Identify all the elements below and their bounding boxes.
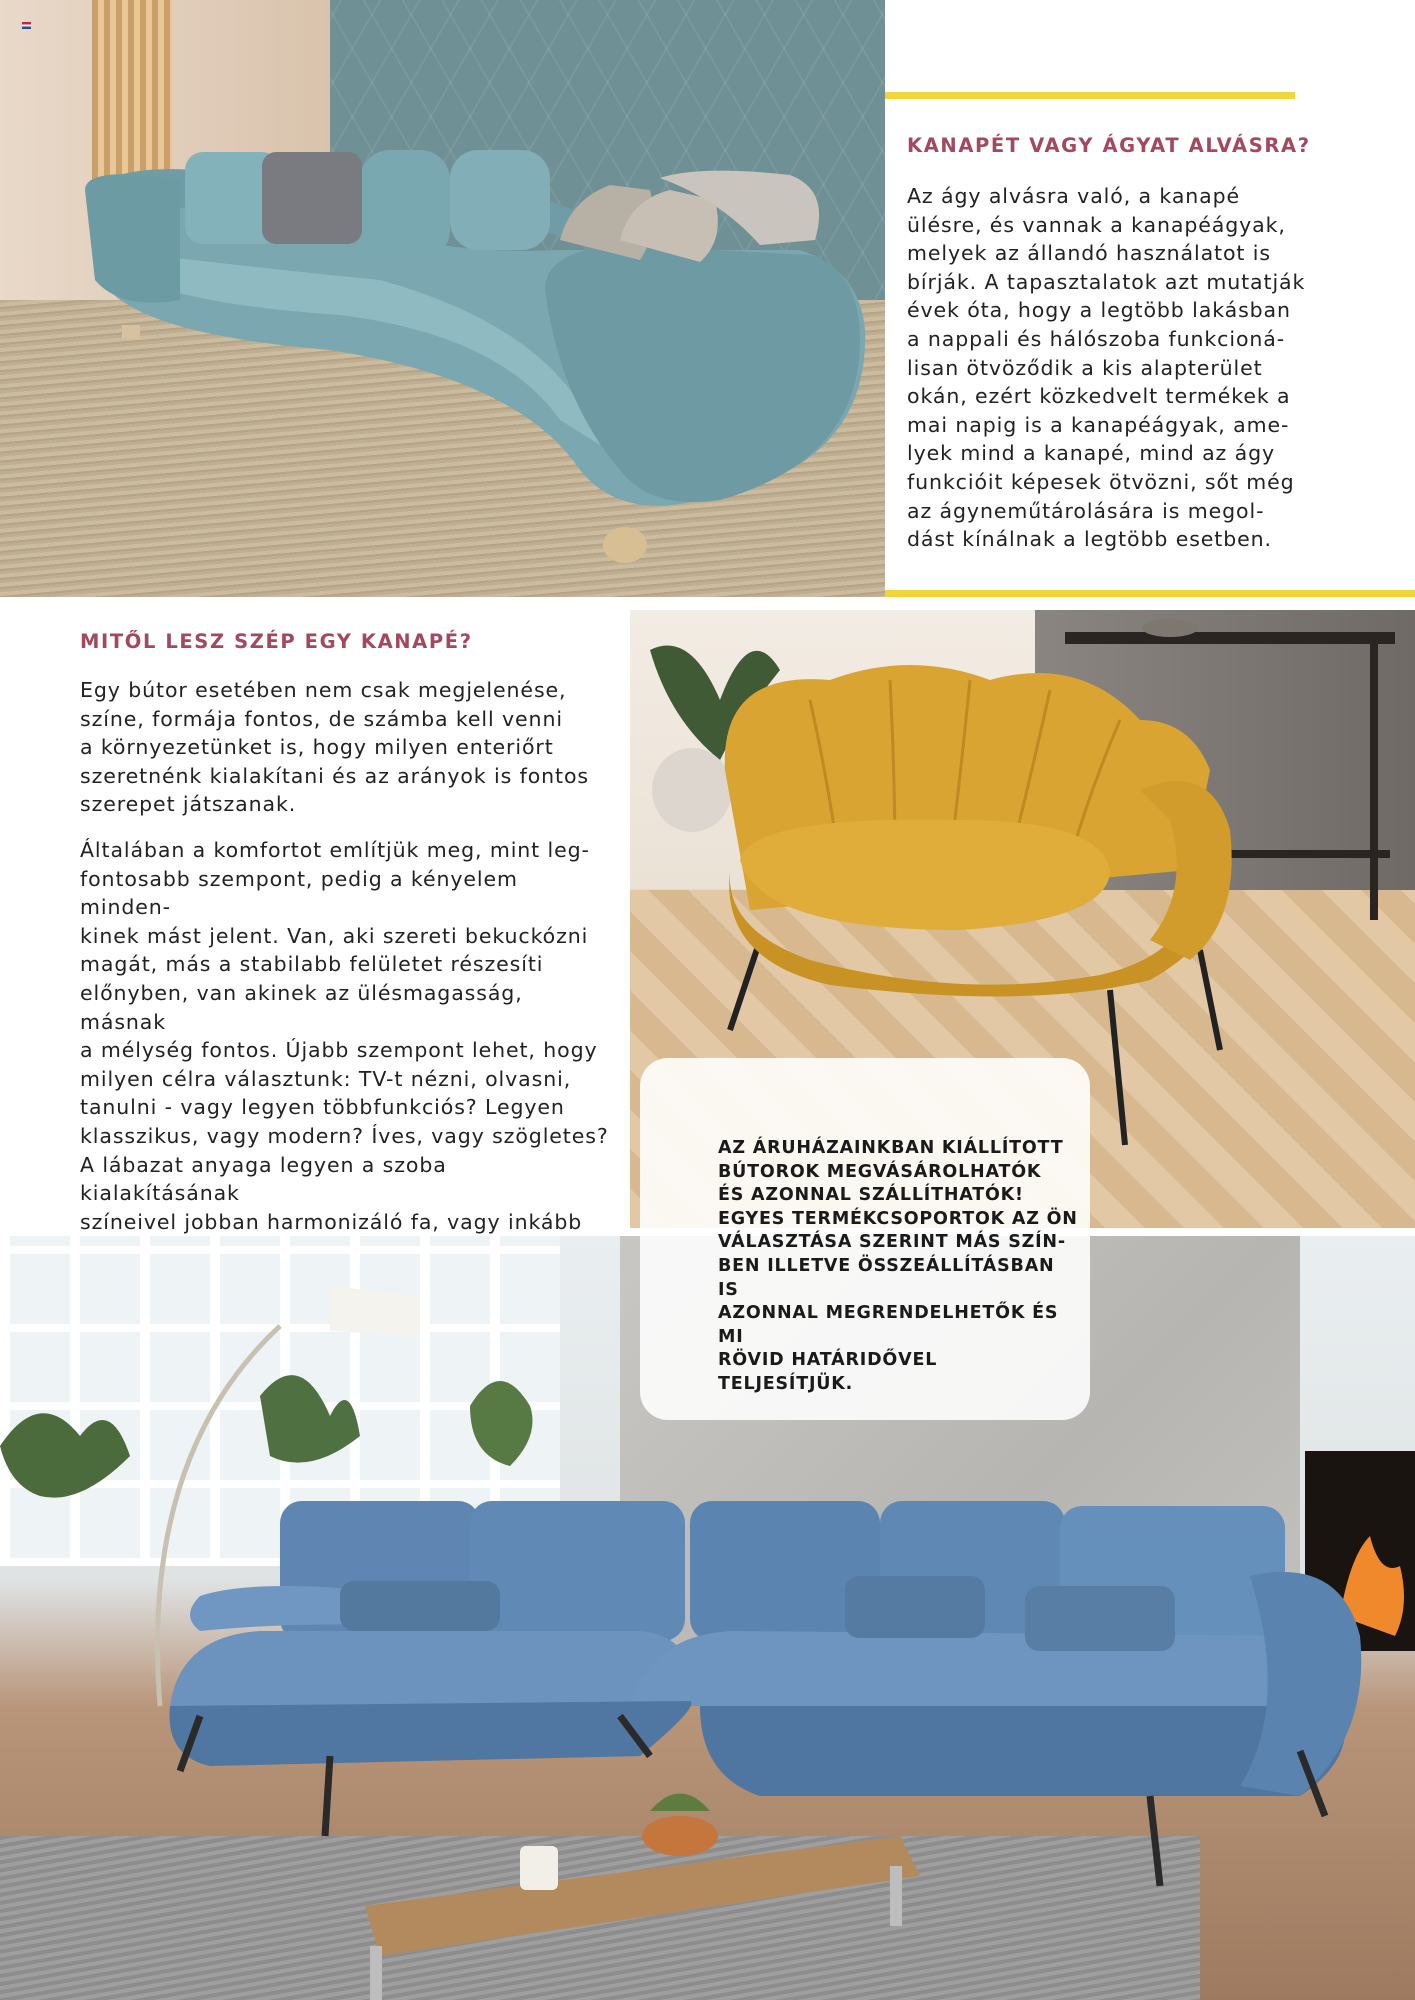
text-line: dást kínálnak a legtöbb esetben. <box>907 527 1272 552</box>
callout-line: VÁLASZTÁSA SZERINT MÁS SZÍN- <box>718 1232 1066 1253</box>
callout-line: BÚTOROK MEGVÁSÁROLHATÓK <box>718 1161 1042 1182</box>
text-line: ülésre, és vannak a kanapéágyak, <box>907 212 1286 237</box>
text-line: szeretnénk kialakítani és az arányok is fontos <box>80 763 589 788</box>
text-line: a nappali és hálószoba funkcioná- <box>907 326 1286 351</box>
text-line: a mélység fontos. Újabb szempont lehet, hogy <box>80 1038 598 1063</box>
text-line: Egy bútor esetében nem csak megjelenése, <box>80 678 567 702</box>
text-line: magát, más a stabilabb felületet részesíti <box>80 952 544 977</box>
article-paragraph-1 <box>80 676 610 819</box>
text-line: klasszikus, vagy modern? Íves, vagy szögletes? <box>80 1123 609 1148</box>
text-line: kinek mást jelent. Van, aki szereti bekuckózni <box>80 923 589 948</box>
text-line: az ágyneműtárolására is megol- <box>907 498 1265 523</box>
text-line: évek óta, hogy a legtöbb lakásban <box>907 298 1291 323</box>
text-line: milyen célra választunk: TV-t nézni, olvasni, <box>80 1066 572 1091</box>
text-line: funkcióit képesek ötvözni, sőt még <box>907 469 1295 494</box>
text-line: színeivel jobban harmonizáló fa, vagy inkább <box>80 1209 583 1234</box>
text-line: színe, formája fontos, de számba kell venni <box>80 706 563 731</box>
teal-sofa-illustration <box>0 0 885 597</box>
text-line: mai napig is a kanapéágyak, ame- <box>907 412 1290 437</box>
text-line: a környezetünket is, hogy milyen enteriőrt <box>80 735 554 760</box>
text-line: Az ágy alvásra való, a kanapé <box>907 184 1241 208</box>
callout-line: AZONNAL MEGRENDELHETŐK ÉS MI <box>718 1303 1059 1347</box>
text-line: Általában a komfortot említjük meg, mint leg- <box>80 838 590 862</box>
text-line: lisan ötvöződik a kis alapterület <box>907 355 1263 380</box>
accent-rule-top <box>885 92 1295 99</box>
article-paragraph-2 <box>80 836 610 1294</box>
callout-line: ÉS AZONNAL SZÁLLÍTHATÓK! <box>718 1185 1024 1206</box>
text-line: A lábazat anyaga legyen a szoba kialakításának <box>80 1152 447 1206</box>
text-line: bírják. A tapasztalatok azt mutatják <box>907 269 1306 294</box>
text-line: tanulni - vagy legyen többfunkciós? Legyen <box>80 1095 565 1120</box>
flag-icon <box>22 22 31 29</box>
callout-line: AZ ÁRUHÁZAINKBAN KIÁLLÍTOTT <box>718 1138 1064 1158</box>
sleep-heading: KANAPÉT VAGY ÁGYAT ALVÁSRA? <box>907 134 1311 157</box>
accent-rule-bottom <box>885 590 1415 597</box>
text-line: okán, ezért közkedvelt termékek a <box>907 384 1291 409</box>
callout-line: RÖVID HATÁRIDŐVEL TELJESÍTJÜK. <box>718 1350 938 1394</box>
text-line: fontosabb szempont, pedig a kényelem minden- <box>80 866 518 920</box>
article-heading: MITŐL LESZ SZÉP EGY KANAPÉ? <box>80 630 473 653</box>
callout-line: BEN ILLETVE ÖSSZEÁLLÍTÁSBAN IS <box>718 1255 1055 1300</box>
photo-curved-teal-sofa <box>0 0 885 597</box>
text-line: előnyben, van akinek az ülésmagasság, másnak <box>80 980 523 1034</box>
text-line: szerepet játszanak. <box>80 792 297 817</box>
text-line: melyek az állandó használatot is <box>907 241 1271 266</box>
sleep-body-text <box>907 182 1307 554</box>
text-line: lyek mind a kanapé, mind az ágy <box>907 441 1276 466</box>
callout-text <box>718 1137 1078 1397</box>
callout-line: EGYES TERMÉKCSOPORTOK AZ ÖN <box>718 1208 1078 1229</box>
